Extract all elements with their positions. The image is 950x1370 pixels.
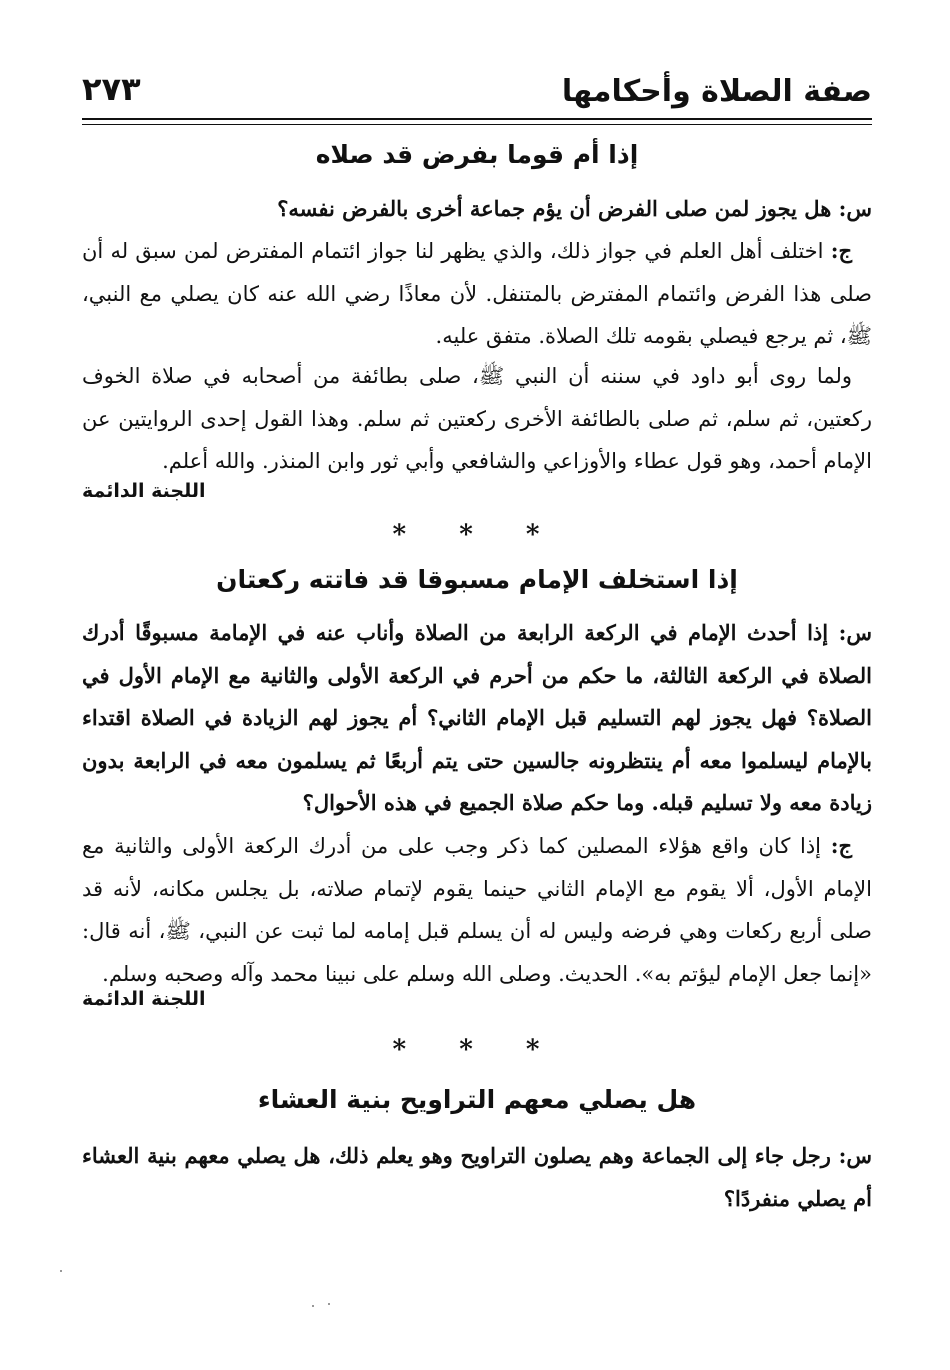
question-block [82, 188, 872, 231]
answer-continuation-text: ولما روى أبو داود في سننه أن النبي ﷺ، صلى بطائفة من أصحابه في صلاة الخوف ركعتين، ثم سلم، ثم صلى بالطائفة الأخرى ركعتين ثم سلم. وهذا القول إحدى الروايتين عن الإمام أحمد، وهو قول عطاء والأوزاعي والشافعي وأبي ثور وابن المنذر. والله أعلم. [82, 364, 872, 473]
page-number: ٢٧٣ [82, 70, 141, 108]
answer-label: ج: [830, 238, 852, 263]
question-label: س: [838, 196, 872, 221]
question-text: هل يجوز لمن صلى الفرض أن يؤم جماعة أخرى بالفرض نفسه؟ [277, 196, 832, 221]
header-rule-thick [82, 118, 872, 120]
signature: اللجنة الدائمة [82, 988, 206, 1010]
question-text: إذا أحدث الإمام في الركعة الرابعة من الصلاة وأناب عنه في الإمامة مسبوقًا أدرك الصلاة في الركعة الثالثة، ما حكم من أحرم في الركعة الأولى والثانية مع الإمام الأول في الصلاة؟ فهل يجوز لهم التسليم قبل الإمام الثاني؟ أم يجوز لهم الزيادة في الصلاة اقتداء بالإمام ليسلموا معه أم ينتظرونه جالسين حتى يتم أربعًا ثم يسلمون معه في الرابعة بدون زيادة معه ولا تسليم قبله. وما حكم صلاة الجميع في هذه الأحوال؟ [82, 620, 872, 815]
section-separator: * * * [392, 520, 562, 550]
section-separator: * * * [392, 1035, 562, 1065]
question-block [82, 612, 872, 825]
section-title: إذا استخلف الإمام مسبوقا قد فاتته ركعتان [216, 565, 738, 594]
scan-speck [328, 1303, 330, 1305]
answer-text: اختلف أهل العلم في جواز ذلك، والذي يظهر لنا جواز ائتمام المفترض لمن سبق له أن صلى هذا الفرض وائتمام المفترض بالمتنفل. لأن معاذًا رضي الله عنه كان يصلي مع النبي، ﷺ، ثم يرجع فيصلي بقومه تلك الصلاة. متفق عليه. [82, 239, 872, 348]
question-block [82, 1135, 872, 1220]
header-rule-thin [82, 124, 872, 125]
section-title: إذا أم قوما بفرض قد صلاه [315, 140, 639, 169]
answer-text: إذا كان واقع هؤلاء المصلين كما ذكر وجب على من أدرك الركعة الأولى والثانية مع الإمام الأول، ألا يقوم مع الإمام الثاني حينما يقوم لإتمام صلاته، بل يجلس مكانه، لأنه قد صلى أربع ركعات وهي فرضه وليس له أن يسلم قبل إمامه لما ثبت عن النبي، ﷺ، أنه قال: «إنما جعل الإمام ليؤتم به». الحديث. وصلى الله وسلم على نبينا محمد وآله وصحبه وسلم. [82, 834, 872, 986]
question-label: س: [838, 1143, 873, 1168]
answer-continuation-block [82, 355, 872, 483]
question-text: رجل جاء إلى الجماعة وهم يصلون التراويح وهو يعلم ذلك، هل يصلي معهم بنية العشاء أم يصلي منفردًا؟ [82, 1143, 872, 1211]
question-label: س: [838, 620, 873, 645]
answer-block [82, 230, 872, 358]
running-title: صفة الصلاة وأحكامها [561, 74, 872, 109]
section-title: هل يصلي معهم التراويح بنية العشاء [257, 1085, 697, 1114]
answer-block [82, 825, 872, 995]
scan-speck [312, 1305, 314, 1307]
scan-speck [60, 1270, 62, 1272]
answer-label: ج: [830, 833, 852, 858]
signature: اللجنة الدائمة [82, 480, 206, 502]
running-header [82, 66, 872, 118]
